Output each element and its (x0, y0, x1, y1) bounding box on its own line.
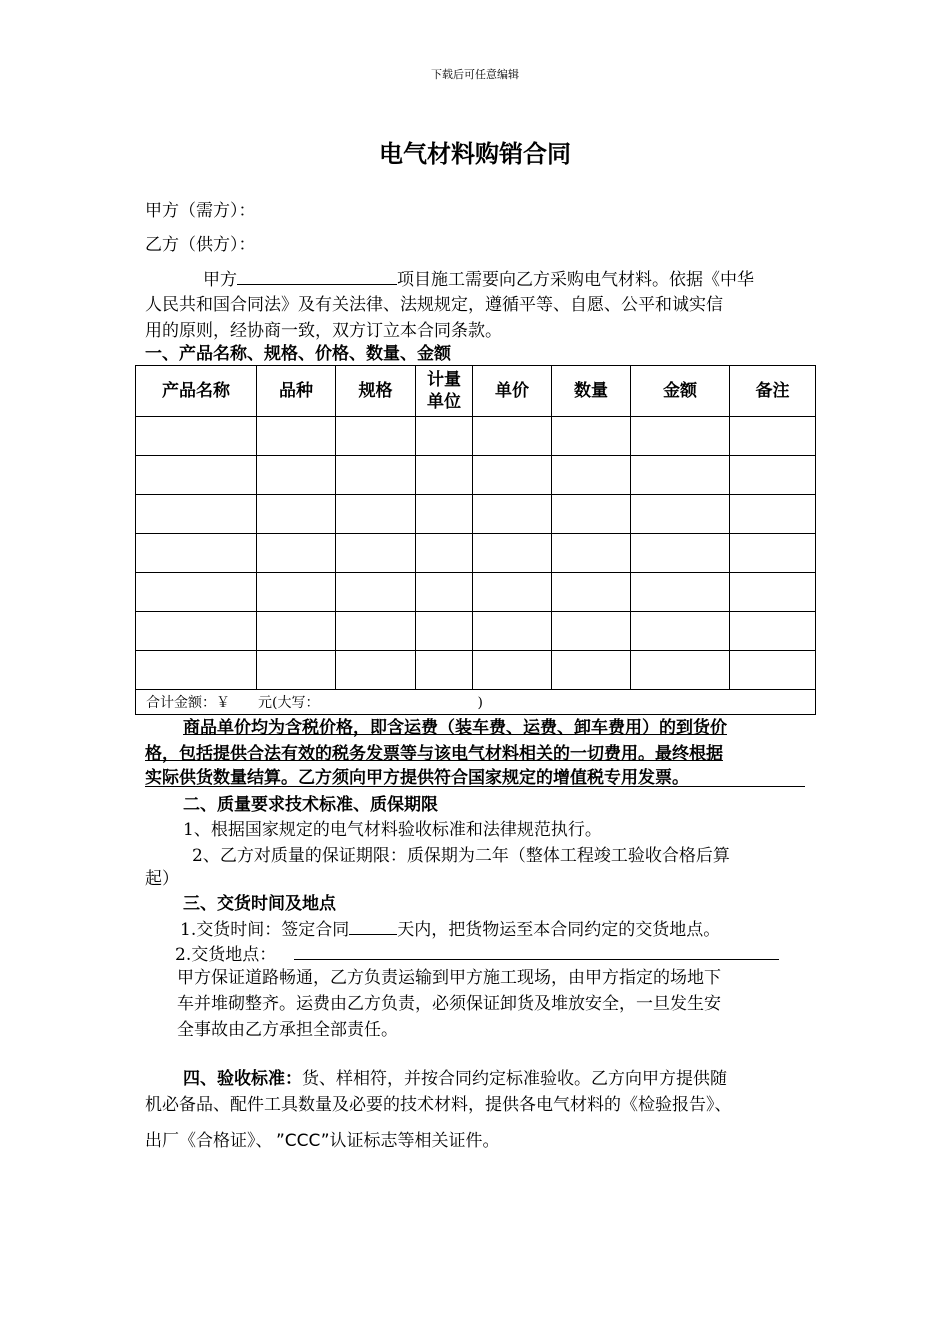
unit-line-2: 单位 (427, 392, 461, 412)
table-cell[interactable] (336, 612, 416, 651)
table-header-row (136, 366, 816, 417)
party-b-line: 乙方（供方）： (145, 235, 256, 255)
table-row (136, 495, 816, 534)
table-cell[interactable] (416, 495, 473, 534)
delivery-place-blank[interactable] (294, 941, 779, 960)
intro-lead: 甲方 (203, 270, 237, 290)
table-cell[interactable] (473, 612, 552, 651)
table-row (136, 534, 816, 573)
total-mid: 元(大写： (258, 695, 320, 711)
header-note: 下载后可任意编辑 (431, 68, 519, 81)
table-cell[interactable] (552, 495, 631, 534)
delivery-place-label: 2.交货地点： (175, 945, 277, 965)
section-3-para-line-3: 全事故由乙方承担全部责任。 (177, 1020, 398, 1040)
table-row (136, 417, 816, 456)
table-cell[interactable] (416, 417, 473, 456)
price-note-underline (145, 786, 805, 787)
table-cell[interactable] (136, 534, 257, 573)
section-2-title: 二、质量要求技术标准、质保期限 (183, 795, 438, 815)
table-cell[interactable] (552, 534, 631, 573)
section-2-item-2-line-1: 2、乙方对质量的保证期限：质保期为二年（整体工程竣工验收合格后算 (192, 846, 730, 866)
col-header-remarks: 备注 (730, 366, 816, 417)
table-cell[interactable] (257, 651, 336, 690)
table-cell[interactable] (473, 456, 552, 495)
ccc-mark-text: ”CCC”认证标志 (276, 1131, 398, 1151)
table-cell[interactable] (730, 612, 816, 651)
col-header-unit (416, 366, 473, 417)
table-cell[interactable] (336, 495, 416, 534)
section-4-line-3-c: 等相关证件。 (397, 1131, 500, 1151)
table-cell[interactable] (416, 456, 473, 495)
table-cell[interactable] (552, 612, 631, 651)
section-3-item-2 (175, 941, 779, 968)
delivery-days-blank[interactable] (349, 916, 397, 935)
table-cell[interactable] (257, 534, 336, 573)
table-cell[interactable] (416, 534, 473, 573)
col-header-product-name: 产品名称 (136, 366, 257, 417)
section-4-line-2: 机必备品、配件工具数量及必要的技术材料，提供各电气材料的《检验报告》、 (145, 1095, 732, 1115)
table-cell[interactable] (136, 651, 257, 690)
table-cell[interactable] (730, 651, 816, 690)
intro-line-2: 人民共和国合同法》及有关法律、法规规定，遵循平等、自愿、公平和诚实信 (145, 295, 723, 315)
party-a-line: 甲方（需方）： (145, 201, 256, 221)
table-row (136, 573, 816, 612)
table-cell[interactable] (416, 612, 473, 651)
table-cell[interactable] (416, 651, 473, 690)
col-header-amount: 金额 (631, 366, 730, 417)
table-cell[interactable] (730, 417, 816, 456)
table-cell[interactable] (257, 495, 336, 534)
product-table (135, 365, 816, 715)
table-cell[interactable] (730, 495, 816, 534)
table-cell[interactable] (257, 612, 336, 651)
total-end: ) (477, 695, 483, 711)
table-cell[interactable] (136, 417, 257, 456)
table-cell[interactable] (336, 456, 416, 495)
table-cell[interactable] (631, 417, 730, 456)
table-cell[interactable] (730, 573, 816, 612)
section-4-line-3 (145, 1128, 500, 1154)
table-row (136, 651, 816, 690)
col-header-variety: 品种 (257, 366, 336, 417)
section-4-line-3-a: 出厂《合格证》、 (145, 1131, 264, 1151)
table-cell[interactable] (336, 534, 416, 573)
table-cell[interactable] (257, 417, 336, 456)
table-cell[interactable] (631, 651, 730, 690)
table-cell[interactable] (473, 573, 552, 612)
section-3-para-line-1: 甲方保证道路畅通，乙方负责运输到甲方施工现场，由甲方指定的场地下 (177, 968, 721, 988)
section-3-item-1 (180, 916, 720, 943)
section-2-item-2-line-2: 起） (145, 869, 179, 889)
total-cell (136, 690, 816, 715)
table-row (136, 456, 816, 495)
table-cell[interactable] (552, 417, 631, 456)
table-cell[interactable] (730, 534, 816, 573)
table-row (136, 612, 816, 651)
table-cell[interactable] (257, 573, 336, 612)
page-title: 电气材料购销合同 (379, 140, 571, 168)
table-cell[interactable] (631, 456, 730, 495)
table-cell[interactable] (136, 456, 257, 495)
col-header-quantity: 数量 (552, 366, 631, 417)
table-cell[interactable] (552, 573, 631, 612)
table-cell[interactable] (136, 495, 257, 534)
table-cell[interactable] (631, 534, 730, 573)
section-1-title: 一、产品名称、规格、价格、数量、金额 (145, 344, 451, 364)
table-cell[interactable] (136, 573, 257, 612)
table-cell[interactable] (631, 573, 730, 612)
table-cell[interactable] (336, 573, 416, 612)
table-cell[interactable] (473, 417, 552, 456)
table-cell[interactable] (136, 612, 257, 651)
project-name-blank[interactable] (237, 266, 397, 285)
section-3-title: 三、交货时间及地点 (183, 894, 336, 914)
section-4-line-1-rest: 货、样相符，并按合同约定标准验收。乙方向甲方提供随 (302, 1069, 727, 1089)
table-cell[interactable] (336, 651, 416, 690)
table-cell[interactable] (416, 573, 473, 612)
delivery-time-rest: 天内，把货物运至本合同约定的交货地点。 (397, 920, 721, 940)
unit-line-1: 计量 (427, 370, 461, 390)
col-header-spec: 规格 (336, 366, 416, 417)
table-cell[interactable] (552, 651, 631, 690)
table-cell[interactable] (473, 495, 552, 534)
intro-line-1-rest: 项目施工需要向乙方采购电气材料。依据《中华 (397, 270, 754, 290)
table-cell[interactable] (336, 417, 416, 456)
table-cell[interactable] (257, 456, 336, 495)
table-cell[interactable] (473, 534, 552, 573)
table-cell[interactable] (631, 612, 730, 651)
price-note-line-2: 格，包括提供合法有效的税务发票等与该电气材料相关的一切费用。最终根据 (145, 744, 723, 764)
table-cell[interactable] (631, 495, 730, 534)
section-2-item-1: 1、根据国家规定的电气材料验收标准和法律规范执行。 (183, 820, 602, 840)
intro-line-3: 用的原则，经协商一致，双方订立本合同条款。 (145, 321, 502, 341)
col-header-unit-price: 单价 (473, 366, 552, 417)
table-cell[interactable] (552, 456, 631, 495)
table-cell[interactable] (730, 456, 816, 495)
total-row (136, 690, 816, 715)
section-3-para-line-2: 车并堆砌整齐。运费由乙方负责，必须保证卸货及堆放安全，一旦发生安 (177, 994, 721, 1014)
total-prefix: 合计金额：￥ (146, 695, 230, 711)
section-4-title: 四、验收标准： (183, 1069, 302, 1089)
price-note-line-1: 商品单价均为含税价格，即含运费（装车费、运费、卸车费用）的到货价 (183, 718, 727, 738)
delivery-time-label: 1.交货时间：签定合同 (180, 920, 350, 940)
table-cell[interactable] (473, 651, 552, 690)
intro-line-1 (203, 266, 754, 293)
section-4-line-1 (183, 1066, 727, 1092)
price-note-line-3: 实际供货数量结算。乙方须向甲方提供符合国家规定的增值税专用发票。 (145, 768, 689, 788)
